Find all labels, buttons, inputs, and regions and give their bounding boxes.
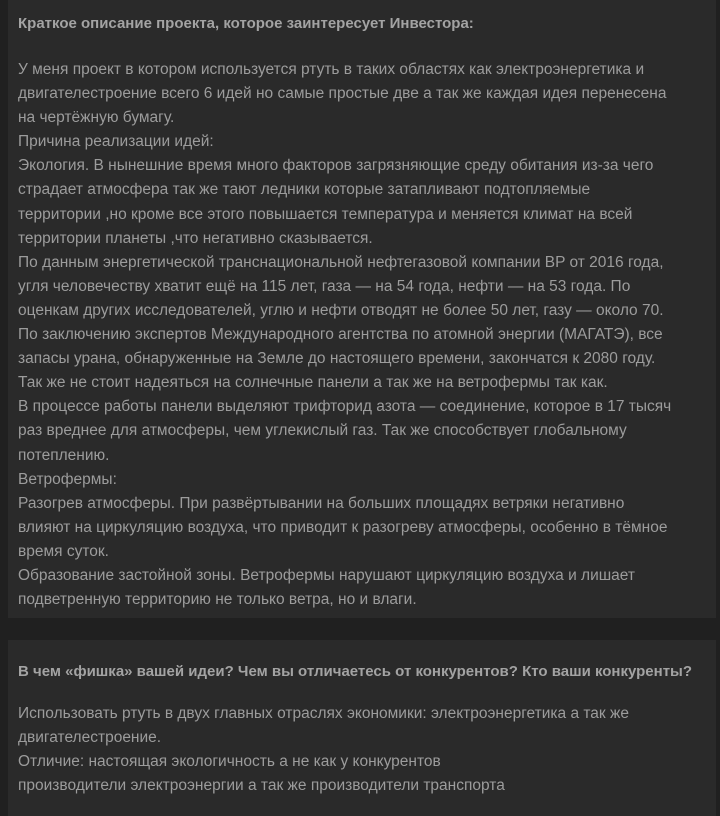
text-line: двигателестроение. <box>18 729 162 747</box>
text-line: территории планеты ,что негативно сказывается. <box>18 229 373 247</box>
text-line: подветренную территорию не только ветра, но и влаги. <box>18 591 417 609</box>
text-line: территории ,но кроме все этого повышается температура и меняется климат на всей <box>18 205 633 223</box>
text-line: на чертёжную бумагу. <box>18 109 175 127</box>
text-line: потеплению. <box>18 446 110 464</box>
text-line: оценкам других исследователей, углю и нефти отводят не более 50 лет, газу — около 70. <box>18 301 664 319</box>
text-line: время суток. <box>18 542 109 560</box>
text-line: Разогрев атмосферы. При развёртывании на больших площадях ветряки негативно <box>18 494 625 512</box>
text-line: Образование застойной зоны. Ветрофермы нарушают циркуляцию воздуха и лишает <box>18 566 635 584</box>
unique-feature-card <box>8 640 716 816</box>
project-description-text <box>18 58 706 612</box>
project-description-heading: Краткое описание проекта, которое заинтересует Инвестора: <box>18 15 474 32</box>
text-line: угля человечеству хватит ещё на 115 лет, газа — на 54 года, нефти — на 53 года. По <box>18 277 631 295</box>
text-line: Ветрофермы: <box>18 470 117 488</box>
text-line: По данным энергетической транснациональной нефтегазовой компании BP от 2016 года, <box>18 253 664 271</box>
text-line: запасы урана, обнаруженные на Земле до настоящего времени, закончатся к 2080 году. <box>18 350 656 368</box>
text-line: Отличие: настоящая экологичность а не как у конкурентов <box>18 753 441 771</box>
text-line: Причина реализации идей: <box>18 133 214 151</box>
text-line: двигателестроение всего 6 идей но самые простые две а так же каждая идея перенесена <box>18 85 667 103</box>
text-line: В процессе работы панели выделяют трифторид азота — соединение, которое в 17 тысяч <box>18 398 672 416</box>
text-line: Экология. В нынешние время много факторов загрязняющие среду обитания из-за чего <box>18 157 654 175</box>
text-line: У меня проект в котором используется ртуть в таких областях как электроэнергетика и <box>18 61 645 78</box>
text-line: производители электроэнергии а так же производители транспорта <box>18 777 505 795</box>
text-line: страдает атмосфера так же тают ледники которые затапливают подтопляемые <box>18 181 591 199</box>
text-line: влияют на циркуляцию воздуха, что приводит к разогреву атмосферы, особенно в тёмное <box>18 518 668 536</box>
unique-feature-text <box>18 702 706 798</box>
text-line: По заключению экспертов Международного агентства по атомной энергии (МАГАТЭ), все <box>18 326 663 344</box>
project-description-card <box>8 0 716 618</box>
text-line: раз вреднее для атмосферы, чем углекислый газ. Так же способствует глобальному <box>18 422 627 440</box>
text-line: Использовать ртуть в двух главных отраслях экономики: электроэнергетика а так же <box>18 705 630 722</box>
text-line: Так же не стоит надеяться на солнечные панели а так же на ветрофермы так как. <box>18 374 608 392</box>
unique-feature-heading: В чем «фишка» вашей идеи? Чем вы отличаетесь от конкурентов? Кто ваши конкуренты? <box>18 663 693 680</box>
